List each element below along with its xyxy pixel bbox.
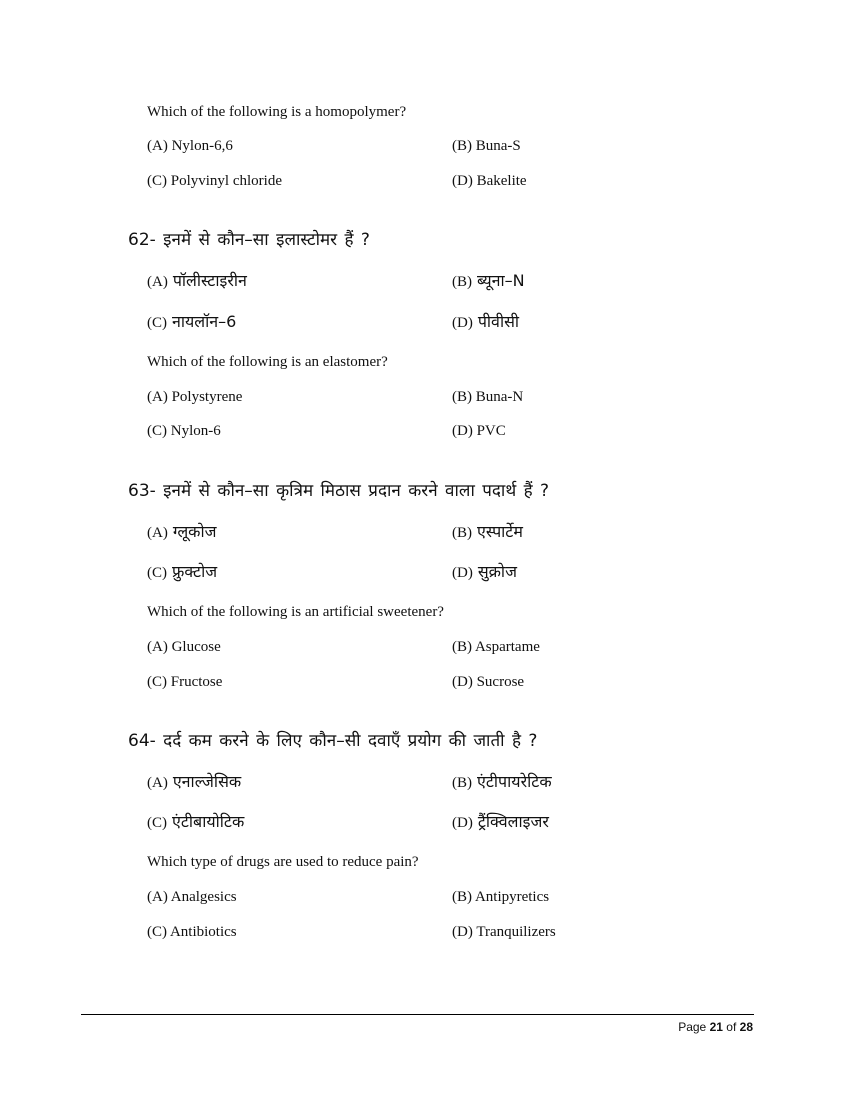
footer-divider — [81, 1014, 754, 1015]
option-letter: (B) — [452, 889, 472, 905]
option-text: Polystyrene — [171, 389, 243, 405]
option-text: Tranquilizers — [476, 924, 556, 940]
option-text: PVC — [476, 423, 506, 439]
q63-en-option-b — [452, 638, 540, 656]
option-letter: (A) — [147, 889, 168, 905]
q63-en-option-a — [147, 638, 221, 656]
option-letter: (C) — [147, 815, 167, 831]
option-letter: (D) — [452, 173, 473, 189]
option-letter: (A) — [147, 639, 168, 655]
option-text: Aspartame — [474, 639, 540, 655]
q62-en-question: Which of the following is an elastomer? — [147, 354, 388, 370]
q63-en-option-d — [452, 673, 524, 691]
option-text: एंटीपायरेटिक — [477, 772, 552, 791]
option-text: Antipyretics — [474, 889, 550, 905]
q63-en-question: Which of the following is an artificial sweetener? — [147, 604, 444, 620]
option-text: Nylon-6 — [170, 423, 221, 439]
option-text: Antibiotics — [169, 924, 237, 940]
option-letter: (C) — [147, 565, 167, 581]
q64-hi-option-c — [147, 812, 244, 833]
option-text: Buna-N — [475, 389, 524, 405]
option-text: ब्यूना–N — [477, 271, 525, 290]
option-letter: (B) — [452, 138, 472, 154]
q64-hi-option-a — [147, 772, 241, 793]
option-letter: (D) — [452, 815, 473, 831]
q62-hi-option-d — [452, 312, 519, 333]
option-text: Fructose — [170, 674, 223, 690]
q64-en-question: Which type of drugs are used to reduce pain? — [147, 854, 419, 870]
page-word: Page — [678, 1020, 707, 1034]
option-text: ग्लूकोज — [172, 522, 217, 541]
option-letter: (C) — [147, 924, 167, 940]
q62-en-option-a — [147, 388, 242, 406]
option-text: पॉलीस्टाइरीन — [172, 271, 247, 290]
option-letter: (B) — [452, 389, 472, 405]
option-letter: (A) — [147, 775, 168, 791]
option-text: पीवीसी — [477, 312, 520, 331]
option-text: Nylon-6,6 — [171, 138, 233, 154]
q62-hi-option-a — [147, 271, 247, 292]
q64-en-option-a — [147, 888, 237, 906]
option-letter: (D) — [452, 565, 473, 581]
current-page: 21 — [709, 1020, 723, 1034]
option-letter: (D) — [452, 674, 473, 690]
option-text: Polyvinyl chloride — [170, 173, 282, 189]
q63-en-option-c — [147, 673, 222, 691]
option-letter: (D) — [452, 315, 473, 331]
q62-en-option-c — [147, 422, 221, 440]
option-text: ट्रैंक्विलाइजर — [477, 812, 549, 831]
option-letter: (D) — [452, 423, 473, 439]
option-letter: (B) — [452, 639, 472, 655]
q63-hi-option-d — [452, 562, 517, 583]
q62-en-option-b — [452, 388, 523, 406]
q64-en-option-b — [452, 888, 549, 906]
option-text: नायलॉन–6 — [172, 312, 237, 331]
q62-hi-option-c — [147, 312, 236, 333]
q61-en-option-b — [452, 137, 521, 155]
option-letter: (C) — [147, 423, 167, 439]
q63-hi-option-b — [452, 522, 523, 543]
option-letter: (B) — [452, 525, 472, 541]
option-text: Bakelite — [476, 173, 527, 189]
option-letter: (C) — [147, 315, 167, 331]
option-letter: (C) — [147, 173, 167, 189]
q61-en-option-c — [147, 172, 282, 190]
q62-en-option-d — [452, 422, 506, 440]
q64-en-option-d — [452, 923, 556, 941]
option-letter: (A) — [147, 525, 168, 541]
q61-en-option-d — [452, 172, 527, 190]
q62-hi-question: 62- इनमें से कौन–सा इलास्टोमर हैं ? — [128, 230, 370, 250]
option-text: फ्रुक्टोज — [172, 562, 218, 581]
option-letter: (C) — [147, 674, 167, 690]
q64-hi-option-d — [452, 812, 549, 833]
q62-hi-option-b — [452, 271, 525, 292]
q61-en-question: Which of the following is a homopolymer? — [147, 104, 407, 120]
option-text: Buna-S — [475, 138, 521, 154]
q61-en-option-a — [147, 137, 233, 155]
option-letter: (B) — [452, 274, 472, 290]
option-letter: (A) — [147, 389, 168, 405]
option-text: सुक्रोज — [477, 562, 517, 581]
option-text: Glucose — [171, 639, 221, 655]
option-text: एस्पार्टेम — [477, 522, 523, 541]
option-text: Analgesics — [170, 889, 237, 905]
option-letter: (A) — [147, 274, 168, 290]
q63-hi-option-a — [147, 522, 216, 543]
q64-hi-option-b — [452, 772, 552, 793]
option-letter: (D) — [452, 924, 473, 940]
of-word: of — [726, 1020, 737, 1034]
total-pages: 28 — [739, 1020, 753, 1034]
option-text: Sucrose — [476, 674, 525, 690]
page-number — [678, 1019, 753, 1035]
option-letter: (A) — [147, 138, 168, 154]
q63-hi-option-c — [147, 562, 217, 583]
q64-hi-question: 64- दर्द कम करने के लिए कौन–सी दवाएँ प्रयोग की जाती है ? — [128, 731, 538, 751]
option-letter: (B) — [452, 775, 472, 791]
option-text: एंटीबायोटिक — [172, 812, 245, 831]
option-text: एनाल्जेसिक — [172, 772, 242, 791]
q63-hi-question: 63- इनमें से कौन–सा कृत्रिम मिठास प्रदान करने वाला पदार्थ हैं ? — [128, 481, 550, 501]
q64-en-option-c — [147, 923, 237, 941]
